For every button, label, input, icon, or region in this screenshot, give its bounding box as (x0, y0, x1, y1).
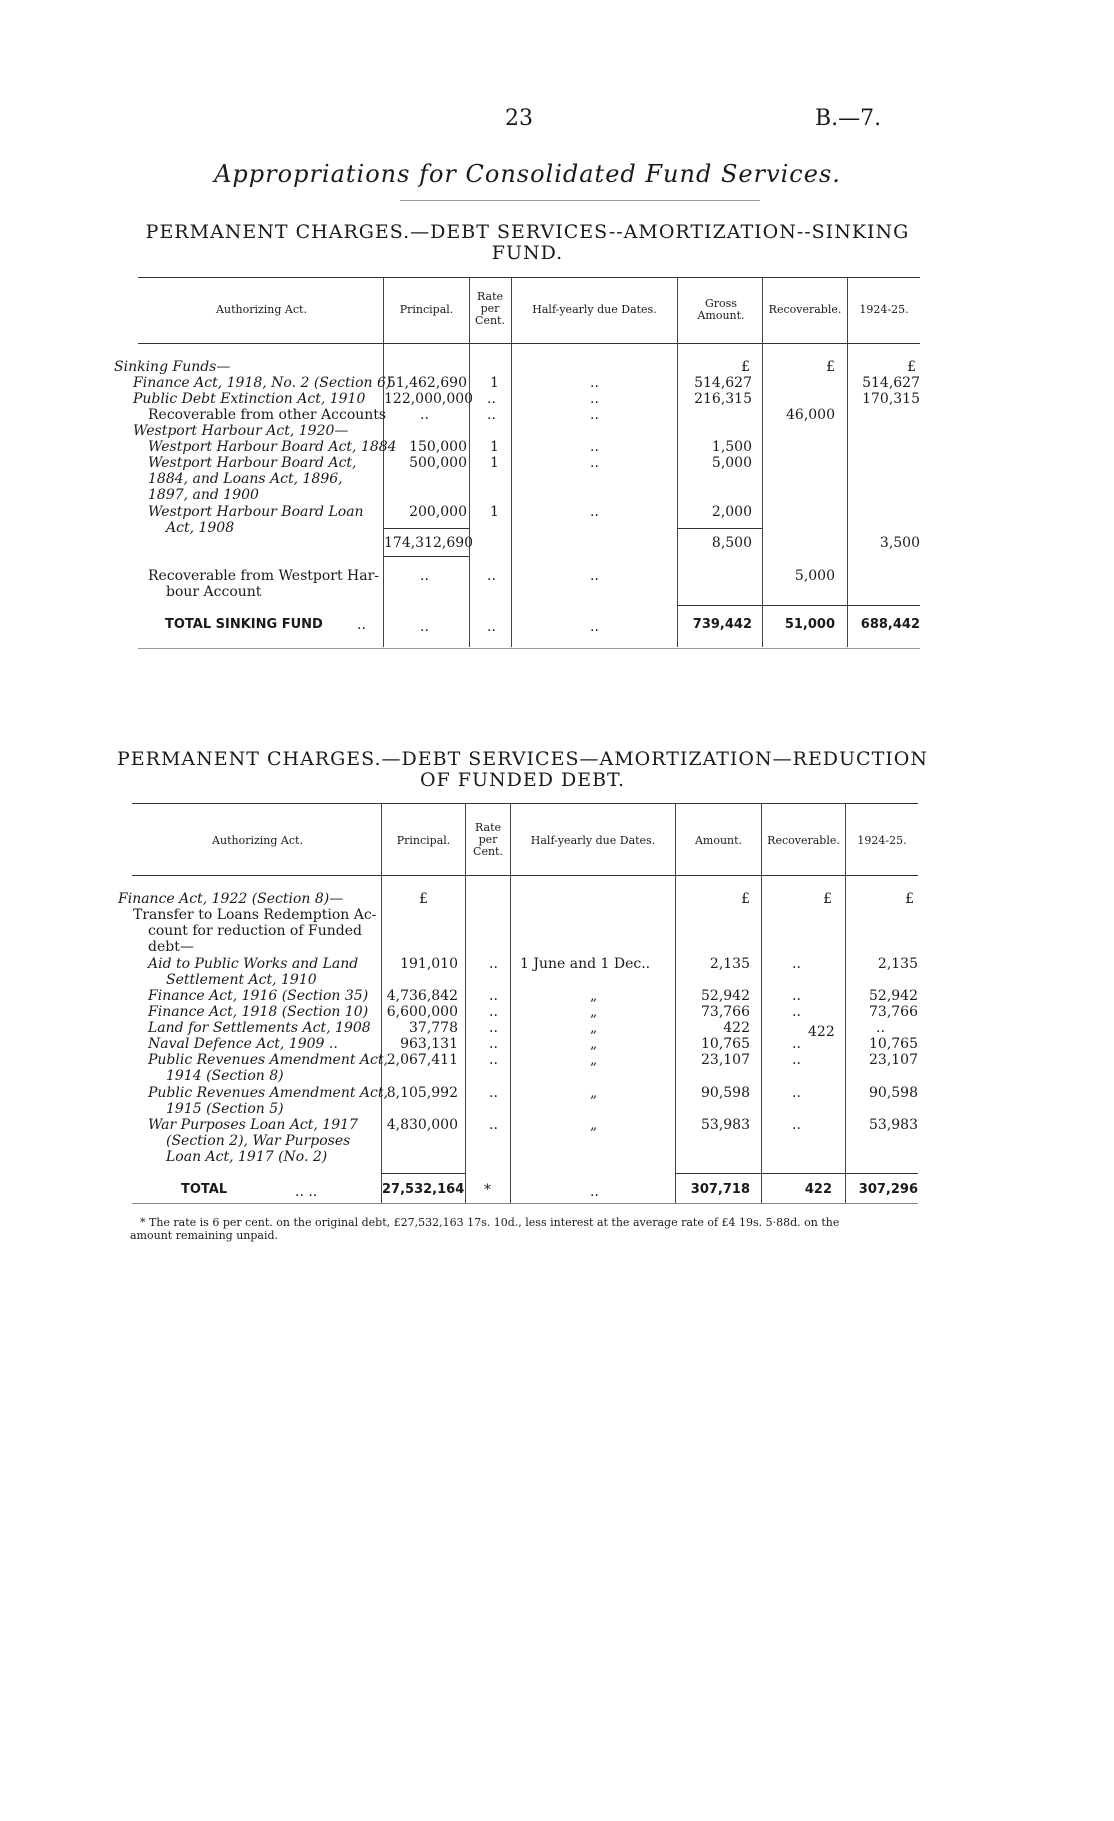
cell-act: 1915 (Section 5) (166, 1101, 284, 1117)
cell-act: bour Account (166, 584, 262, 600)
subtotal-rule (384, 556, 469, 557)
cell-year: 73,766 (869, 1004, 918, 1020)
cell-act: Finance Act, 1918, No. 2 (Section 6) (133, 375, 392, 391)
cell-year: 514,627 (862, 375, 920, 391)
sinking-heading-line1: PERMANENT CHARGES.—DEBT SERVICES--AMORTIZATION--SINKING (145, 221, 910, 243)
cell-dates: „ (590, 1020, 598, 1036)
total-recoverable: 51,000 (784, 617, 835, 632)
subtotal-year: 3,500 (879, 535, 920, 551)
currency-label: £ (823, 891, 832, 907)
cell-act: 1914 (Section 8) (166, 1068, 284, 1084)
cell-act: Act, 1908 (166, 520, 235, 536)
col-divider (511, 277, 512, 647)
cell-rate: 1 (490, 439, 499, 455)
cell-act: Recoverable from other Accounts (148, 407, 387, 423)
col-divider (465, 803, 466, 1203)
cell-year: 90,598 (869, 1085, 918, 1101)
cell-year: 53,983 (869, 1117, 918, 1133)
currency-label: £ (741, 891, 750, 907)
table-bottom-rule (138, 648, 920, 649)
cell-principal: 4,736,842 (386, 988, 458, 1004)
footnote: * The rate is 6 per cent. on the original debt, £27,532,163 17s. 10d., less interest at the average rate of £4 19s. 5·88d. on the (140, 1216, 840, 1229)
cell-gross: 2,000 (711, 504, 752, 520)
group-label: count for reduction of Funded (148, 923, 362, 939)
cell-dates: 1 June and 1 Dec.. (520, 956, 651, 972)
col-divider (847, 277, 848, 647)
cell-act: Naval Defence Act, 1909 .. (148, 1036, 338, 1052)
total-dates: .. (590, 1184, 599, 1200)
title-rule (400, 200, 760, 201)
page-number: 23 (505, 106, 533, 131)
col-header-act: Authorizing Act. (216, 303, 307, 316)
cell-rate: .. (487, 568, 496, 584)
cell-amount: 23,107 (701, 1052, 750, 1068)
group-label: Westport Harbour Act, 1920— (133, 423, 349, 439)
reduction-heading-line1: PERMANENT CHARGES.—DEBT SERVICES—AMORTIZATION—REDUCTION (117, 748, 928, 770)
currency-label: £ (907, 359, 916, 375)
cell-gross: 1,500 (711, 439, 752, 455)
cell-rate: .. (489, 1036, 498, 1052)
cell-dates: .. (590, 407, 599, 423)
cell-year: 2,135 (877, 956, 918, 972)
currency-label: £ (741, 359, 750, 375)
table-top-rule (132, 803, 918, 804)
total-dots: .. .. (295, 1184, 318, 1200)
cell-recoverable: .. (792, 1085, 801, 1101)
cell-year: 170,315 (862, 391, 920, 407)
cell-recoverable: .. (792, 1052, 801, 1068)
cell-year: .. (876, 1020, 885, 1036)
cell-amount: 73,766 (701, 1004, 750, 1020)
footnote: amount remaining unpaid. (130, 1229, 279, 1242)
cell-recoverable: .. (792, 956, 801, 972)
group-label: debt— (148, 939, 194, 955)
cell-act: Westport Harbour Board Act, (148, 455, 357, 471)
cell-amount: 90,598 (701, 1085, 750, 1101)
cell-act: Westport Harbour Board Act, 1884 (148, 439, 397, 455)
total-year: 688,442 (860, 617, 920, 632)
col-header-rate: Rate per Cent. (473, 821, 503, 858)
currency-label: £ (826, 359, 835, 375)
cell-amount: 53,983 (701, 1117, 750, 1133)
cell-dates: .. (590, 375, 599, 391)
cell-act: Land for Settlements Act, 1908 (148, 1020, 371, 1036)
cell-rate: .. (489, 1085, 498, 1101)
cell-amount: 422 (723, 1020, 750, 1036)
cell-dates: „ (590, 1085, 598, 1101)
cell-dates: „ (590, 988, 598, 1004)
cell-principal: 2,067,411 (386, 1052, 458, 1068)
col-header-recoverable: Recoverable. (768, 303, 842, 316)
header-bottom-rule (138, 343, 920, 344)
col-header-principal: Principal. (396, 834, 451, 847)
cell-amount: 52,942 (701, 988, 750, 1004)
total-year: 307,296 (858, 1182, 918, 1197)
total-gross: 739,442 (692, 617, 752, 632)
col-header-dates: Half-yearly due Dates. (532, 303, 657, 316)
cell-principal: 200,000 (409, 504, 467, 520)
subtotal-rule (678, 528, 762, 529)
cell-rate: .. (489, 1052, 498, 1068)
cell-gross: 216,315 (694, 391, 752, 407)
cell-act: Westport Harbour Board Loan (148, 504, 364, 520)
cell-rate: .. (487, 391, 496, 407)
cell-dates: .. (590, 455, 599, 471)
cell-rate: .. (489, 988, 498, 1004)
cell-dates: .. (590, 568, 599, 584)
cell-principal: 150,000 (409, 439, 467, 455)
col-header-principal: Principal. (399, 303, 454, 316)
group-label: Sinking Funds— (114, 359, 231, 375)
total-rule (382, 1173, 465, 1174)
cell-act: Public Debt Extinction Act, 1910 (133, 391, 366, 407)
currency-label: £ (419, 891, 428, 907)
cell-dates: .. (590, 504, 599, 520)
total-rate: .. (487, 619, 496, 635)
cell-recoverable: .. (792, 1004, 801, 1020)
cell-gross: 5,000 (711, 455, 752, 471)
cell-act: (Section 2), War Purposes (166, 1133, 351, 1149)
cell-dates: „ (590, 1036, 598, 1052)
cell-rate: .. (487, 407, 496, 423)
total-rule (676, 1173, 918, 1174)
col-header-recoverable: Recoverable. (767, 834, 840, 847)
cell-rate: 1 (490, 504, 499, 520)
cell-act: War Purposes Loan Act, 1917 (148, 1117, 358, 1133)
total-label: TOTAL SINKING FUND (165, 617, 323, 632)
table-top-rule (138, 277, 920, 278)
group-label: Finance Act, 1922 (Section 8)— (118, 891, 344, 907)
cell-principal: 122,000,000 (384, 391, 474, 407)
cell-dates: .. (590, 439, 599, 455)
group-label: Transfer to Loans Redemption Ac- (133, 907, 377, 923)
cell-principal: 37,778 (409, 1020, 458, 1036)
total-recoverable: 422 (804, 1182, 832, 1197)
sinking-heading-line2: FUND. (491, 242, 564, 264)
subtotal-rule (384, 528, 469, 529)
subtotal-principal: 174,312,690 (384, 535, 474, 551)
cell-year: 10,765 (869, 1036, 918, 1052)
cell-act: Finance Act, 1918 (Section 10) (148, 1004, 369, 1020)
table-bottom-rule (132, 1203, 918, 1204)
col-divider (761, 803, 762, 1203)
total-rule (678, 605, 920, 606)
total-dates: .. (590, 619, 599, 635)
col-header-year: 1924-25. (857, 834, 907, 847)
page-title: Appropriations for Consolidated Fund Services. (214, 160, 841, 188)
total-principal: .. (420, 619, 429, 635)
subtotal-gross: 8,500 (711, 535, 752, 551)
cell-amount: 10,765 (701, 1036, 750, 1052)
document-reference: B.—7. (815, 106, 882, 131)
cell-principal: 4,830,000 (386, 1117, 458, 1133)
cell-recoverable: 422 (808, 1024, 835, 1040)
cell-act: 1884, and Loans Act, 1896, (148, 471, 343, 487)
cell-rate: .. (489, 956, 498, 972)
cell-dates: „ (590, 1117, 598, 1133)
cell-rate: 1 (490, 375, 499, 391)
total-label: TOTAL (181, 1182, 228, 1197)
cell-recoverable: .. (792, 1036, 801, 1052)
currency-label: £ (905, 891, 914, 907)
col-header-act: Authorizing Act. (212, 834, 303, 847)
cell-recoverable: .. (792, 988, 801, 1004)
cell-rate: .. (489, 1020, 498, 1036)
cell-dates: „ (590, 1004, 598, 1020)
cell-dates: „ (590, 1052, 598, 1068)
cell-act: Loan Act, 1917 (No. 2) (166, 1149, 328, 1165)
cell-dates: .. (590, 391, 599, 407)
reduction-heading-line2: OF FUNDED DEBT. (420, 769, 625, 791)
cell-recoverable: 5,000 (794, 568, 835, 584)
col-header-amount: Amount. (694, 834, 743, 847)
total-amount: 307,718 (690, 1182, 750, 1197)
cell-act: 1897, and 1900 (148, 487, 259, 503)
cell-rate: .. (489, 1004, 498, 1020)
total-rate: * (484, 1182, 491, 1198)
cell-recoverable: .. (792, 1117, 801, 1133)
col-divider (510, 803, 511, 1203)
col-header-dates: Half-yearly due Dates. (530, 834, 656, 847)
cell-act: Aid to Public Works and Land (148, 956, 359, 972)
cell-rate: .. (489, 1117, 498, 1133)
col-header-rate: Rate per Cent. (475, 290, 505, 327)
total-dots: .. (357, 617, 366, 633)
cell-principal: 51,462,690 (386, 375, 467, 391)
cell-rate: 1 (490, 455, 499, 471)
cell-principal: 6,600,000 (386, 1004, 458, 1020)
cell-act: Public Revenues Amendment Act, (148, 1052, 388, 1068)
col-header-year: 1924-25. (859, 303, 909, 316)
cell-year: 52,942 (869, 988, 918, 1004)
cell-act: Finance Act, 1916 (Section 35) (148, 988, 369, 1004)
cell-principal: 963,131 (400, 1036, 458, 1052)
cell-principal: 500,000 (409, 455, 467, 471)
cell-principal: .. (420, 407, 429, 423)
cell-principal: .. (420, 568, 429, 584)
cell-principal: 8,105,992 (386, 1085, 458, 1101)
cell-year: 23,107 (869, 1052, 918, 1068)
total-principal: 27,532,164 (382, 1182, 465, 1197)
col-divider (762, 277, 763, 647)
cell-recoverable: 46,000 (786, 407, 835, 423)
cell-act: Settlement Act, 1910 (166, 972, 317, 988)
cell-act: Recoverable from Westport Har- (148, 568, 380, 584)
col-divider (469, 277, 470, 647)
col-header-gross: Gross Amount. (697, 297, 745, 322)
header-bottom-rule (132, 875, 918, 876)
cell-amount: 2,135 (709, 956, 750, 972)
cell-gross: 514,627 (694, 375, 752, 391)
col-divider (677, 277, 678, 647)
cell-act: Public Revenues Amendment Act, (148, 1085, 388, 1101)
cell-principal: 191,010 (400, 956, 458, 972)
